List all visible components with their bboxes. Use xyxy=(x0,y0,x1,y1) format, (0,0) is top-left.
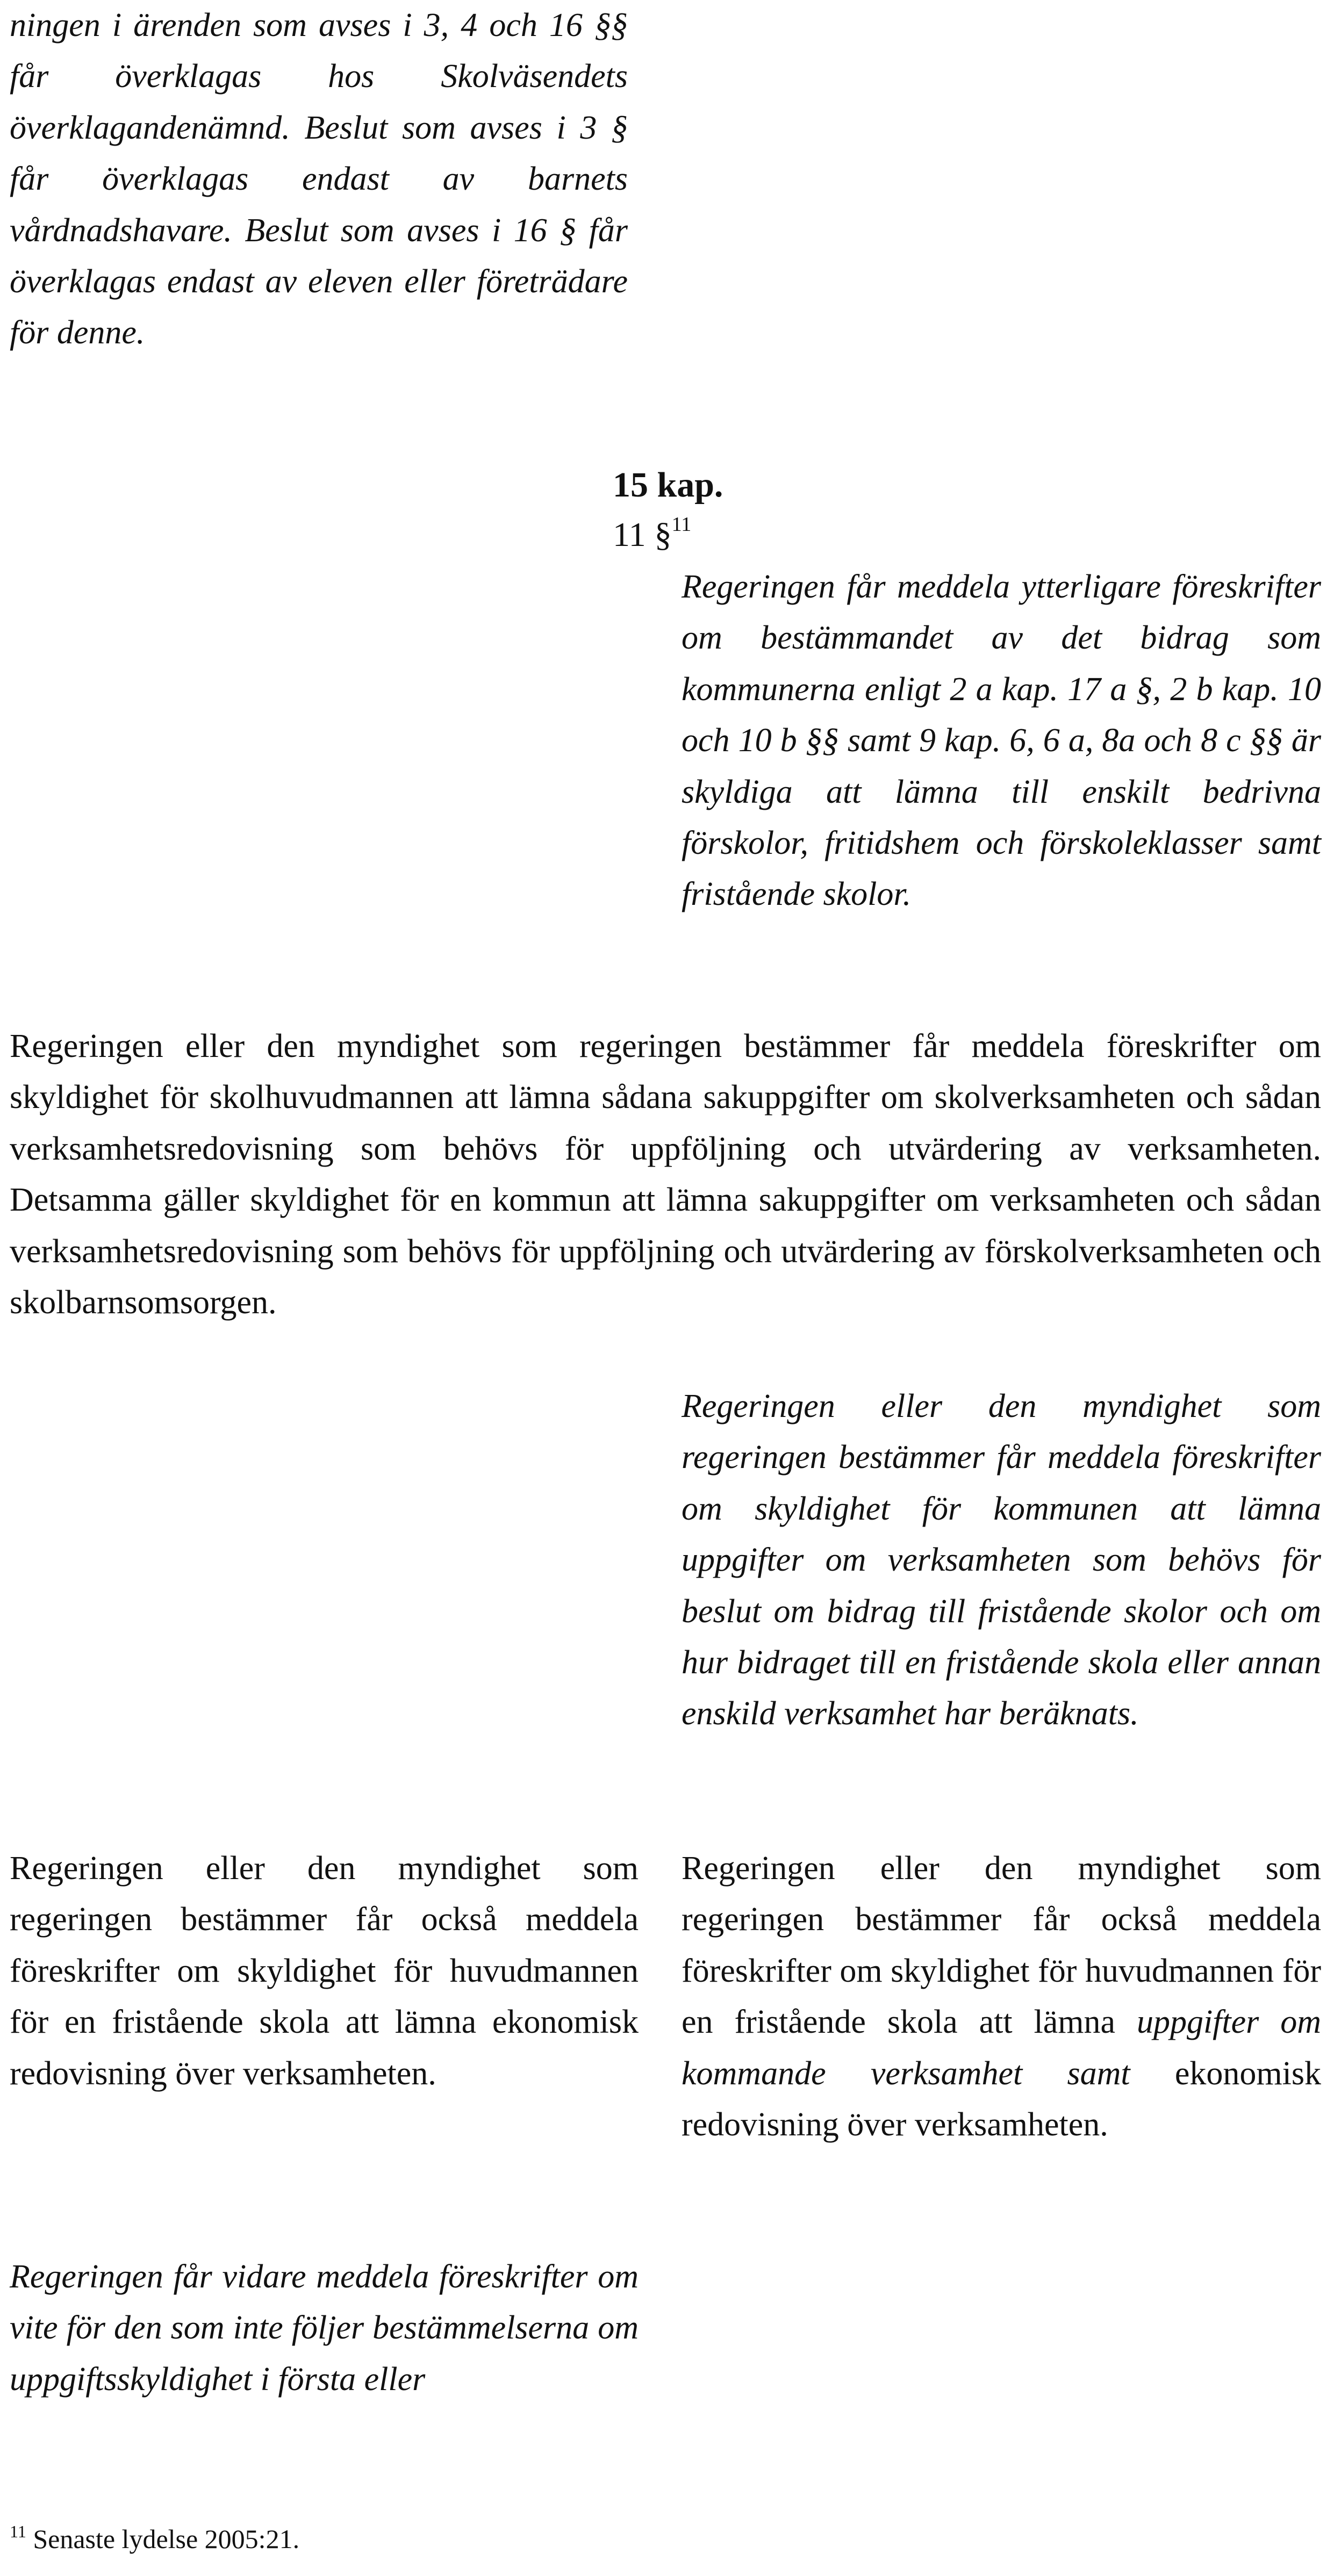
section-footnote-mark: 11 xyxy=(671,513,692,536)
right-mixed-part-3: ekonomisk redovisning över verksamheten. xyxy=(682,2055,1321,2143)
chapter-heading: 15 kap. xyxy=(613,465,723,505)
right-column-paragraph-3 xyxy=(682,1843,1321,2150)
footnote-mark: 11 xyxy=(10,2522,26,2541)
right-mixed-part-2-italic: uppgifter om kommande verksamhet samt xyxy=(682,2004,1321,2092)
full-width-paragraph: Regeringen eller den myndighet som regeringen bestämmer får meddela föreskrifter om skyldighet för skolhuvudmannen att lämna sådana sakuppgifter om skolverksamheten och sådan verksamhetsredovisning som behövs för uppföljning och utvärdering av verksamheten. Detsamma gäller skyldighet för en kommun att lämna sakuppgifter om verksamheten och sådan verksamhetsredovisning som behövs för uppföljning och utvärdering av förskolverksamheten och skolbarnsomsorgen. xyxy=(10,1028,1321,1321)
left-column-paragraph-bottom: Regeringen får vidare meddela föreskrifter om vite för den som inte följer bestämmelserna om uppgiftsskyldighet i första eller xyxy=(10,2258,639,2398)
right-column-paragraph-2: Regeringen eller den myndighet som regeringen bestämmer får meddela föreskrifter om skyldighet för kommunen att lämna uppgifter om verksamheten som behövs för beslut om bidrag till fristående skolor och om hur bidraget till en fristående skola eller annan enskild verksamhet har beräknats. xyxy=(682,1388,1321,1732)
footnote-text: Senaste lydelse 2005:21. xyxy=(33,2524,300,2554)
footnote xyxy=(10,2520,299,2558)
right-mixed-part-1: Regeringen eller den myndighet som regeringen bestämmer får också meddela föreskrifter om skyldighet för huvudmannen för en fristående skola att lämna xyxy=(682,1850,1321,2041)
section-number xyxy=(613,510,691,559)
right-column-paragraph-1: Regeringen får meddela ytterligare föreskrifter om bestämmandet av det bidrag som kommunerna enligt 2 a kap. 17 a §, 2 b kap. 10 och 10 b §§ samt 9 kap. 6, 6 a, 8a och 8 c §§ är skyldiga att lämna till enskilt bedrivna förskolor, fritidshem och förskoleklasser samt fristående skolor. xyxy=(682,569,1321,913)
left-column-paragraph-top: ningen i ärenden som avses i 3, 4 och 16 §§ får överklagas hos Skolväsendets överklagandenämnd. Beslut som avses i 3 § får överklagas endast av barnets vårdnadshavare. Beslut som avses i 16 § får överklagas endast av eleven eller företrädare för denne. xyxy=(10,7,628,351)
left-column-paragraph-middle: Regeringen eller den myndighet som regeringen bestämmer får också meddela föreskrifter om skyldighet för huvudmannen för en fristående skola att lämna ekonomisk redovisning över verksamheten. xyxy=(10,1850,639,2092)
section-number-text: 11 § xyxy=(613,515,672,553)
